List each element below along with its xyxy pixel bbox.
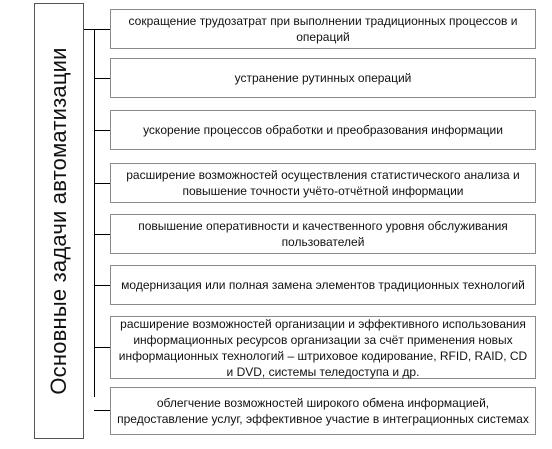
- task-item: расширение возможностей организации и эффективного использования информационных ресурсов организации за счёт применения новых информационных технологий – штриховое кодирование, RFID, RAID, CD и DVD, системы теледоступа и др.: [110, 316, 536, 379]
- branch-line: [94, 78, 110, 79]
- task-item: модернизация или полная замена элементов традиционных технологий: [110, 265, 536, 305]
- task-item: сокращение трудозатрат при выполнении традиционных процессов и операций: [110, 9, 536, 49]
- task-item: облегчение возможностей широкого обмена информацией, предоставление услуг, эффективное участие в интеграционных системах: [110, 387, 536, 435]
- task-item: повышение оперативности и качественного уровня обслуживания пользователей: [110, 214, 536, 254]
- task-item: устранение рутинных операций: [110, 58, 536, 98]
- trunk-stub: [84, 29, 94, 30]
- branch-line: [94, 347, 110, 348]
- branch-line: [94, 183, 110, 184]
- task-item: расширение возможностей осуществления статистического анализа и повышение точности учёто-отчётной информации: [110, 163, 536, 203]
- task-item: ускорение процессов обработки и преобразования информации: [110, 110, 536, 150]
- diagram-title: Основные задачи автоматизации: [46, 47, 71, 395]
- branch-line: [94, 130, 110, 131]
- trunk-line: [94, 29, 95, 397]
- branch-line: [94, 410, 110, 411]
- title-box: [34, 3, 84, 439]
- branch-line: [94, 29, 110, 30]
- branch-line: [94, 285, 110, 286]
- branch-line: [94, 234, 110, 235]
